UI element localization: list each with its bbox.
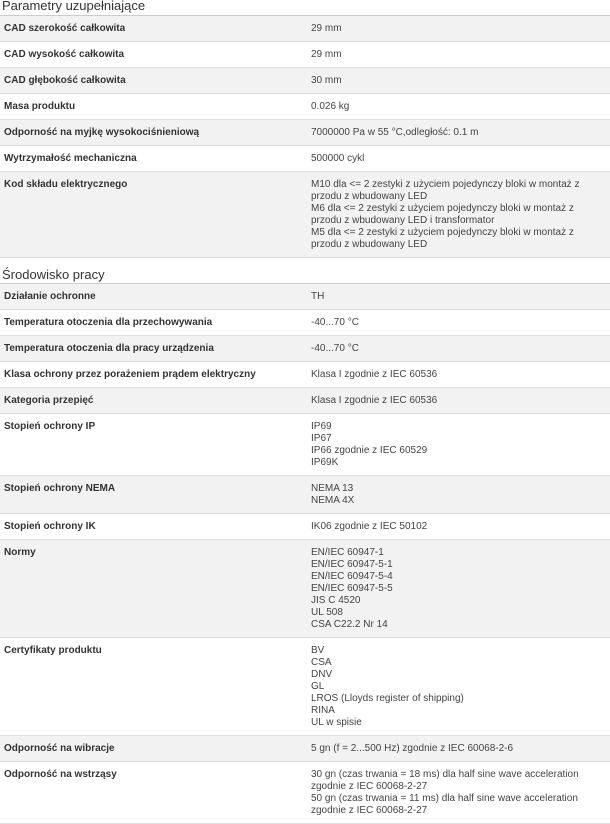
- spec-value-line: NEMA 13: [311, 483, 354, 494]
- spec-label-cell: [0, 362, 309, 388]
- spec-value-line: EN/IEC 60947-5-1: [311, 559, 393, 570]
- table-row: [0, 362, 610, 388]
- spec-value-cell: [309, 736, 610, 762]
- spec-value-cell: [309, 638, 610, 736]
- spec-label: Temperatura otoczenia dla pracy urządzenia: [4, 343, 214, 354]
- spec-value-line: -40...70 °C: [311, 343, 359, 354]
- table-row: [0, 310, 610, 336]
- spec-label-cell: [0, 414, 309, 476]
- spec-value-line: CSA C22.2 Nr 14: [311, 619, 388, 630]
- spec-value-cell: [309, 120, 610, 146]
- spec-value-line: M5 dla <= 2 zestyki z użyciem pojedynczy bloki w montaż z przodu z wbudowany LED: [311, 227, 574, 250]
- spec-label-cell: [0, 762, 309, 824]
- spec-label: CAD szerokość całkowita: [4, 23, 126, 34]
- table-row: [0, 638, 610, 736]
- spec-value-line: IP67: [311, 433, 332, 444]
- spec-value-line: IP69K: [311, 457, 339, 468]
- spec-value-line: NEMA 4X: [311, 495, 355, 506]
- spec-value-cell: [309, 388, 610, 414]
- spec-value-cell: [309, 362, 610, 388]
- spec-value: [311, 638, 600, 735]
- spec-label-cell: [0, 638, 309, 736]
- spec-value: [311, 362, 600, 387]
- spec-label: CAD wysokość całkowita: [4, 49, 125, 60]
- spec-value-line: TH: [311, 291, 325, 302]
- spec-value: [311, 514, 600, 539]
- spec-value: [311, 736, 600, 761]
- spec-label-cell: [0, 146, 309, 172]
- spec-value-cell: [309, 310, 610, 336]
- section-title: Środowisko pracy: [0, 262, 610, 284]
- spec-value-line: Klasa I zgodnie z IEC 60536: [311, 369, 438, 380]
- spec-label: Wytrzymałość mechaniczna: [4, 153, 137, 164]
- spec-value-line: LROS (Lloyds register of shipping): [311, 693, 464, 704]
- spec-value-line: 0.026 kg: [311, 101, 350, 112]
- table-row: [0, 736, 610, 762]
- spec-value: [311, 336, 600, 361]
- spec-value-line: M10 dla <= 2 zestyki z użyciem pojedynczy bloki w montaż z przodu z wbudowany LED: [311, 179, 580, 202]
- spec-label-cell: [0, 120, 309, 146]
- spec-value-line: UL w spisie: [311, 717, 362, 728]
- spec-label: Działanie ochronne: [4, 291, 96, 302]
- spec-value-line: 500000 cykl: [311, 153, 365, 164]
- spec-value: [311, 94, 600, 119]
- spec-value-line: CSA: [311, 657, 332, 668]
- spec-value-line: BV: [311, 645, 325, 656]
- spec-label-cell: [0, 514, 309, 540]
- table-row: [0, 146, 610, 172]
- spec-label: Temperatura otoczenia dla przechowywania: [4, 317, 213, 328]
- spec-label: Stopień ochrony NEMA: [4, 483, 116, 494]
- spec-value-line: Klasa I zgodnie z IEC 60536: [311, 395, 438, 406]
- table-row: [0, 540, 610, 638]
- spec-value: [311, 388, 600, 413]
- spec-label: Kod składu elektrycznego: [4, 179, 128, 190]
- spec-value-line: 7000000 Pa w 55 °C,odległość: 0.1 m: [311, 127, 479, 138]
- spec-value-line: EN/IEC 60947-5-5: [311, 583, 393, 594]
- table-row: [0, 762, 610, 824]
- spec-value-line: IP69: [311, 421, 332, 432]
- table-row: [0, 42, 610, 68]
- table-row: [0, 388, 610, 414]
- spec-value-line: EN/IEC 60947-5-4: [311, 571, 393, 582]
- spec-value-cell: [309, 146, 610, 172]
- spec-value: [311, 476, 600, 513]
- spec-table: [0, 16, 610, 258]
- spec-label-cell: [0, 68, 309, 94]
- table-row: [0, 284, 610, 310]
- spec-label: Odporność na wstrząsy: [4, 769, 117, 780]
- table-row: [0, 94, 610, 120]
- spec-label-cell: [0, 172, 309, 258]
- spec-value-cell: [309, 172, 610, 258]
- spec-value: [311, 146, 600, 171]
- spec-label-cell: [0, 284, 309, 310]
- spec-value-cell: [309, 476, 610, 514]
- spec-value-line: 29 mm: [311, 23, 342, 34]
- spec-label-cell: [0, 336, 309, 362]
- spec-value-line: 50 gn (czas trwania = 11 ms) dla half sine wave acceleration zgodnie z IEC 60068-2-27: [311, 793, 578, 816]
- spec-label-cell: [0, 388, 309, 414]
- table-row: [0, 68, 610, 94]
- spec-value-line: 30 mm: [311, 75, 342, 86]
- spec-value-line: -40...70 °C: [311, 317, 359, 328]
- spec-label-cell: [0, 736, 309, 762]
- spec-value-line: 30 gn (czas trwania = 18 ms) dla half sine wave acceleration zgodnie z IEC 60068-2-27: [311, 769, 579, 792]
- spec-label: Masa produktu: [4, 101, 76, 112]
- spec-label-cell: [0, 16, 309, 42]
- spec-value: [311, 414, 600, 475]
- spec-value-cell: [309, 68, 610, 94]
- spec-value: [311, 310, 600, 335]
- spec-value-line: RINA: [311, 705, 335, 716]
- table-row: [0, 120, 610, 146]
- spec-value: [311, 762, 600, 823]
- spec-label-cell: [0, 540, 309, 638]
- spec-label: Stopień ochrony IK: [4, 521, 96, 532]
- spec-label: Klasa ochrony przez porażeniem prądem elektryczny: [4, 369, 256, 380]
- table-row: [0, 414, 610, 476]
- table-row: [0, 16, 610, 42]
- spec-value-line: UL 508: [311, 607, 343, 618]
- spec-value-line: IK06 zgodnie z IEC 50102: [311, 521, 428, 532]
- spec-label: Odporność na myjkę wysokociśnieniową: [4, 127, 200, 138]
- spec-value: [311, 68, 600, 93]
- spec-value-line: 5 gn (f = 2...500 Hz) zgodnie z IEC 60068-2-6: [311, 743, 514, 754]
- table-row: [0, 172, 610, 258]
- spec-label: CAD głębokość całkowita: [4, 75, 126, 86]
- spec-label: Stopień ochrony IP: [4, 421, 96, 432]
- spec-label-cell: [0, 94, 309, 120]
- spec-value-cell: [309, 762, 610, 824]
- spec-value: [311, 284, 600, 309]
- spec-value-line: 29 mm: [311, 49, 342, 60]
- spec-label-cell: [0, 42, 309, 68]
- spec-value-line: IP66 zgodnie z IEC 60529: [311, 445, 428, 456]
- spec-value: [311, 16, 600, 41]
- spec-label-cell: [0, 476, 309, 514]
- table-row: [0, 336, 610, 362]
- spec-label: Certyfikaty produktu: [4, 645, 102, 656]
- table-row: [0, 476, 610, 514]
- spec-table: [0, 284, 610, 824]
- spec-value-cell: [309, 336, 610, 362]
- spec-label: Kategoria przepięć: [4, 395, 94, 406]
- spec-value: [311, 42, 600, 67]
- spec-label-cell: [0, 310, 309, 336]
- spec-value: [311, 172, 600, 257]
- spec-value-line: GL: [311, 681, 325, 692]
- spec-value-line: EN/IEC 60947-1: [311, 547, 384, 558]
- spec-value-line: DNV: [311, 669, 333, 680]
- spec-value-cell: [309, 514, 610, 540]
- spec-value-cell: [309, 94, 610, 120]
- spec-value-cell: [309, 16, 610, 42]
- spec-label: Normy: [4, 547, 36, 558]
- spec-value-line: M6 dla <= 2 zestyki z użyciem pojedynczy bloki w montaż z przodu z wbudowany LED i transformator: [311, 203, 574, 226]
- spec-value-cell: [309, 42, 610, 68]
- spec-value-cell: [309, 414, 610, 476]
- spec-value: [311, 120, 600, 145]
- table-row: [0, 514, 610, 540]
- spec-value: [311, 540, 600, 637]
- spec-value-cell: [309, 284, 610, 310]
- spec-value-line: JIS C 4520: [311, 595, 361, 606]
- spec-value-cell: [309, 540, 610, 638]
- section-title: Parametry uzupełniające: [0, 0, 610, 16]
- spec-label: Odporność na wibracje: [4, 743, 115, 754]
